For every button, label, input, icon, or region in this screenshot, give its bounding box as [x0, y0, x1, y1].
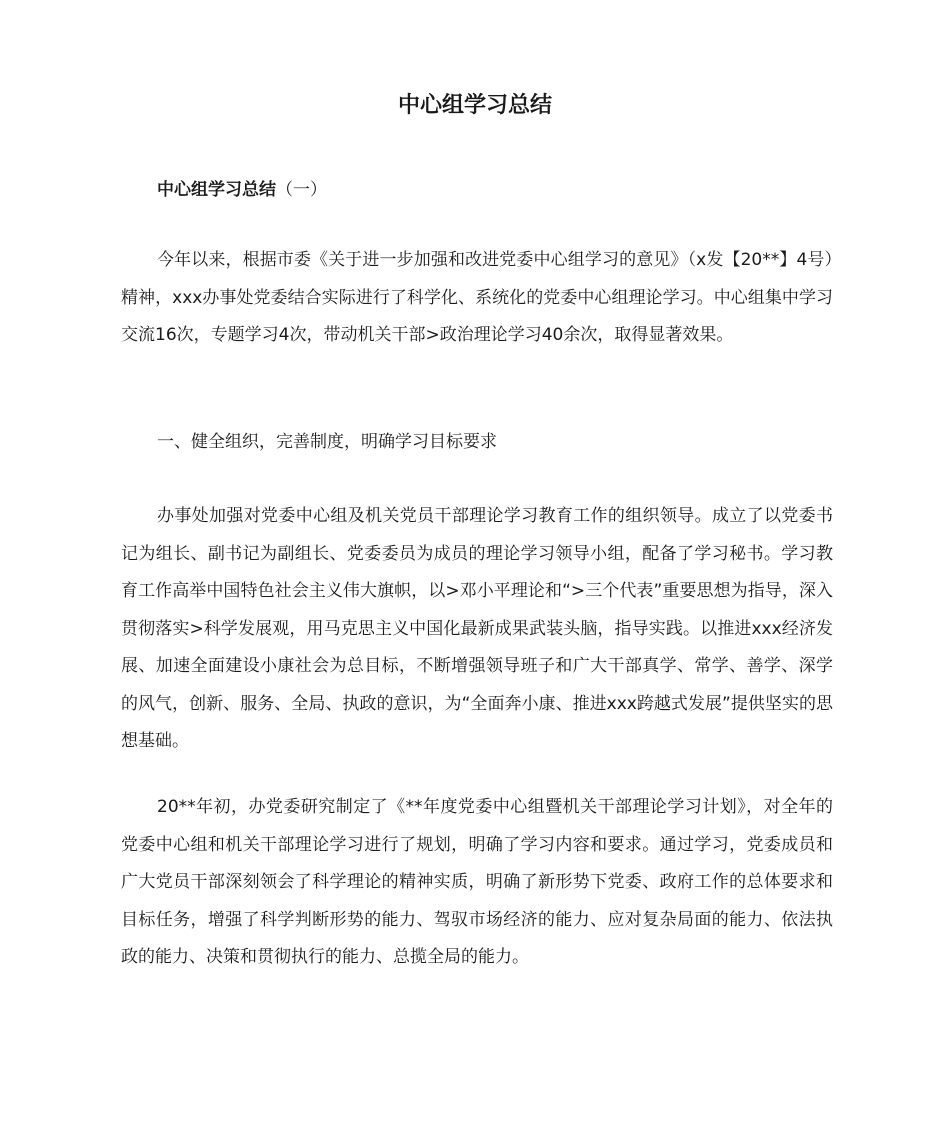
paragraph-organization: 办事处加强对党委中心组及机关党员干部理论学习教育工作的组织领导。成立了以党委书记为组长、副书记为副组长、党委委员为成员的理论学习领导小组，配备了学习秘书。学习教育工作高举中国特色社会主义伟大旗帜，以>邓小平理论和“>三个代表”重要思想为指导，深入贯彻落实>科学发展观，用马克思主义中国化最新成果武装头脑，指导实践。以推进xxx经济发展、加速全面建设小康社会为总目标，不断增强领导班子和广大干部真学、常学、善学、深学的风气，创新、服务、全局、执政的意识，为“全面奔小康、推进xxx跨越式发展”提供坚实的思想基础。	[121, 506, 833, 751]
section-heading-number: （一）	[276, 180, 327, 200]
section-heading-title: 中心组学习总结	[157, 180, 276, 200]
paragraph-intro: 今年以来，根据市委《关于进一步加强和改进党委中心组学习的意见》（x发【20**】4号）精神，xxx办事处党委结合实际进行了科学化、系统化的党委中心组理论学习。中心组集中学习交流16次，专题学习4次，带动机关干部>政治理论学习40余次，取得显著效果。	[121, 250, 833, 345]
section-heading	[157, 176, 327, 204]
subheading-organization: 一、健全组织，完善制度，明确学习目标要求	[157, 432, 497, 452]
paragraph-study-plan: 20**年初，办党委研究制定了《**年度党委中心组暨机关干部理论学习计划》，对全年的党委中心组和机关干部理论学习进行了规划，明确了学习内容和要求。通过学习，党委成员和广大党员干部深刻领会了科学理论的精神实质，明确了新形势下党委、政府工作的总体要求和目标任务，增强了科学判断形势的能力、驾驭市场经济的能力、应对复杂局面的能力、依法执政的能力、决策和贯彻执行的能力、总揽全局的能力。	[121, 797, 833, 967]
page-title: 中心组学习总结	[397, 93, 552, 118]
